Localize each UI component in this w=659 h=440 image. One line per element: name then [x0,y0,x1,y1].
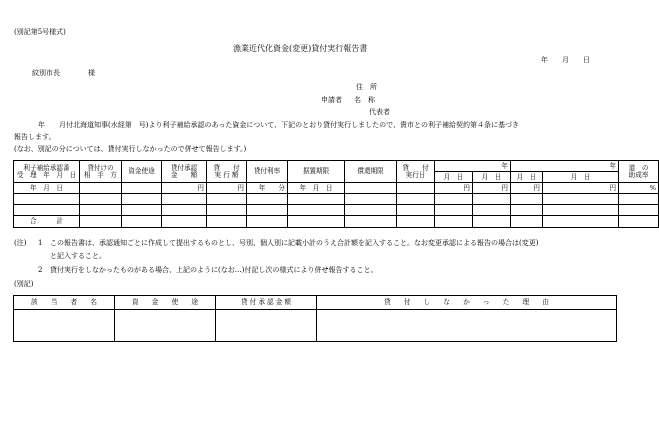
name-label: 名 称 [354,96,375,104]
header-year-a: 年 [435,161,511,172]
unit-yen-5: 円 [511,183,543,194]
table-row [14,194,659,205]
note-2-number: 2 [38,266,43,274]
total-label: 合 計 [14,216,80,228]
header-rate: 貸付利率 [247,161,288,183]
note-1-line-1: この報告書は、承認通知ごとに作成して提出するものとし、号別、個人別に記載小計のうえ合計額を記入すること。なお変更承認による報告の場合は(変更) [50,239,539,247]
header-approval-no: 利子補給承認番 受 理 年 月 日 [14,161,80,183]
unit-yen-6: 円 [543,183,619,194]
unit-yen-3: 円 [435,183,473,194]
representative-label: 代表者 [369,108,390,116]
main-report-table [13,160,659,228]
appendix-label: (別記) [14,280,34,288]
note-2: 貸付実行をしなかったものがある場合、上記のように(なお…)付記し次の様式により併せ報告すること。 [50,266,378,274]
units-row [14,183,659,194]
table-row [14,205,659,216]
header-year-b: 年 [511,161,619,172]
header-sub-4: 月 日 [543,172,619,183]
header-sub-1: 月 日 [435,172,473,183]
total-row [14,216,659,228]
note-1-number: 1 [38,239,43,247]
header-use: 資金使途 [122,161,162,183]
applicant-label: 申請者 [321,96,342,104]
header-sub-2: 月 日 [473,172,511,183]
unit-yen-approved: 円 [162,183,207,194]
unit-percent: % [619,183,659,194]
appendix-table [13,295,617,342]
unit-rate: 年 分 [247,183,288,194]
appendix-row [14,310,617,342]
body-line-1: 年 月付北海道知事(水経第 号)より利子補給承認のあった資金について、下記のとおり貸付実行しましたので、貴市との利子補給契約第４条に基づき [38,121,519,129]
unit-date: 年 月 日 [14,183,80,194]
unit-grace: 年 月 日 [288,183,345,194]
note-1-line-2: と記入すること。 [50,252,106,260]
address-label: 住 所 [356,83,377,91]
appendix-col-use: 資 金 使 途 [115,296,216,310]
header-grace: 据置期限 [288,161,345,183]
header-sub-3: 月 日 [511,172,543,183]
header-lender: 貸付けの 相 手 方 [80,161,122,183]
form-number: (別記第5号様式) [14,28,66,36]
unit-yen-exec: 円 [207,183,247,194]
appendix-col-name: 該 当 者 名 [14,296,115,310]
header-approved-amount: 貸付承認 金 額 [162,161,207,183]
header-subsidy-rate: 道 の 助成率 [619,161,659,183]
addressee: 紋別市長 様 [32,69,95,77]
header-exec-amount: 貸 付 実 行 額 [207,161,247,183]
body-line-3: (なお、別記の分については、貸付実行しなかったので併せて報告します。) [14,145,247,153]
header-repay: 償還期限 [345,161,397,183]
header-row-1 [14,161,659,172]
notes-label: (注) [14,239,27,247]
body-line-2: 報告します。 [14,133,56,141]
unit-yen-4: 円 [473,183,511,194]
appendix-col-amount: 貸 付 承 認 金 額 [216,296,317,310]
date-line: 年 月 日 [541,56,590,64]
appendix-header-row [14,296,617,310]
header-exec-date: 貸 付 実行日 [397,161,435,183]
page-title: 漁業近代化資金(変更)貸付実行報告書 [233,44,368,53]
appendix-col-reason: 貸 付 し な か っ た 理 由 [317,296,617,310]
